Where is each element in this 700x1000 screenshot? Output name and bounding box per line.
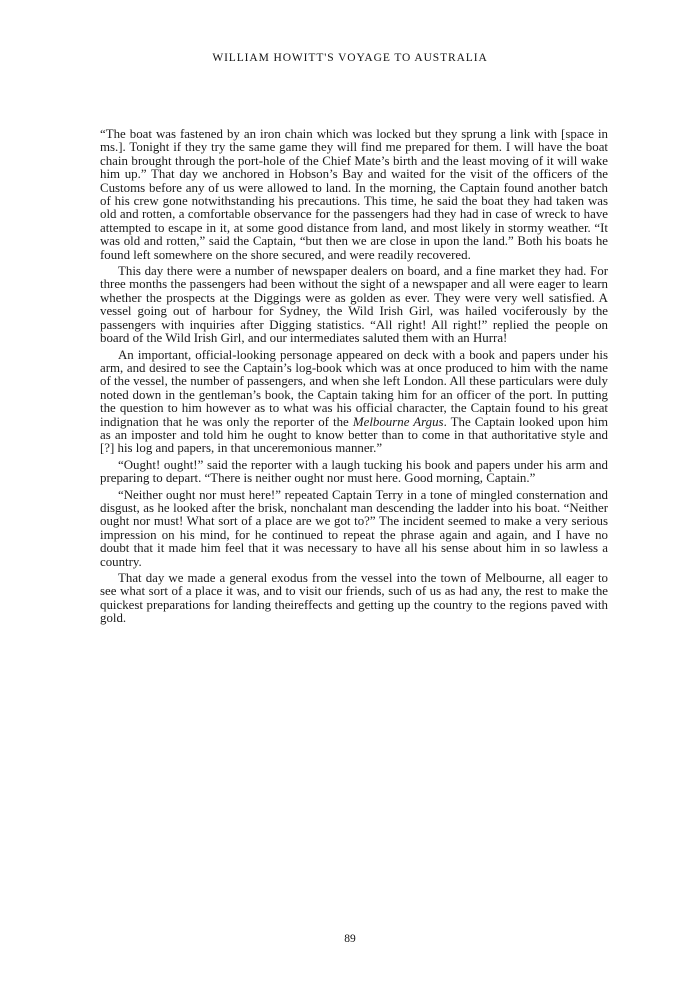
page-number: 89 [344, 933, 356, 945]
paragraph: That day we made a general exodus from the vessel into the town of Melbourne, all eager to see what sort of a place it was, and to visit our friends, such of us as had any, the rest to make the quickest preparations for landing theireffects and getting up the country to the regions paved with gold. [100, 571, 608, 626]
paragraph: “The boat was fastened by an iron chain which was locked but they sprung a link with [space in ms.]. Tonight if they try the same game they will find me prepared for them. I will have the boat chain brought through the port-hole of the Chief Mate’s birth and the least moving of it will wake him up.” That day we anchored in Hobson’s Bay and waited for the visit of the officers of the Customs before any of us were allowed to land. In the morning, the Captain found another batch of his crew gone notwithstanding his precautions. This time, he said the boat they had taken was old and rotten, a comfortable observance for the passengers had they had in case of wreck to have attempted to escape in it, at some good distance from land, and most likely in stormy weather. “It was old and rotten,” said the Captain, “but then we are close in upon the land.” Both his boats he found left somewhere on the shore secured, and were readily recovered. [100, 127, 608, 262]
paragraph: “Ought! ought!” said the reporter with a laugh tucking his book and papers under his arm and preparing to depart. “There is neither ought nor must here. Good morning, Captain.” [100, 457, 608, 486]
running-head: WILLIAM HOWITT'S VOYAGE TO AUSTRALIA [212, 52, 488, 64]
paragraph: An important, official-looking personage appeared on deck with a book and papers under his arm, and desired to see the Captain’s log-book which was at once produced to him with the name of the vessel, the number of passengers, and when she left London. All these particulars were duly noted down in the gentleman’s book, the Captain taking him for an officer of the port. In putting the question to him however as to what was his official character, the Captain found to his great indignation that he was only the reporter of the Melbourne Argus. The Captain looked upon him as an imposter and told him he ought to know better than to come in that authoritative style and [?] his log and papers, in that unceremonious manner.” [100, 347, 608, 456]
paragraph: “Neither ought nor must here!” repeated Captain Terry in a tone of mingled consternation and disgust, as he looked after the brisk, nonchalant man descending the ladder into his boat. “Neither ought nor must! What sort of a place are we got to?” The incident seemed to make a very serious impression on his mind, for he continued to repeat the phrase again and again, and I have no doubt that it made him feel that it was necessary to have all his sense about him in so lawless a country. [100, 487, 608, 569]
paragraph: This day there were a number of newspaper dealers on board, and a fine market they had. For three months the passengers had been without the sight of a newspaper and all were eager to learn whether the prospects at the Diggings were as golden as ever. They were very well satisfied. A vessel going out of harbour for Sydney, the Wild Irish Girl, was hailed vociferously by the passengers with inquiries after Digging statistics. “All right! All right!” replied the people on board of the Wild Irish Girl, and our intermediates saluted them with an Hurra! [100, 264, 608, 346]
body-text [100, 128, 608, 626]
newspaper-title: Melbourne Argus [352, 414, 444, 429]
